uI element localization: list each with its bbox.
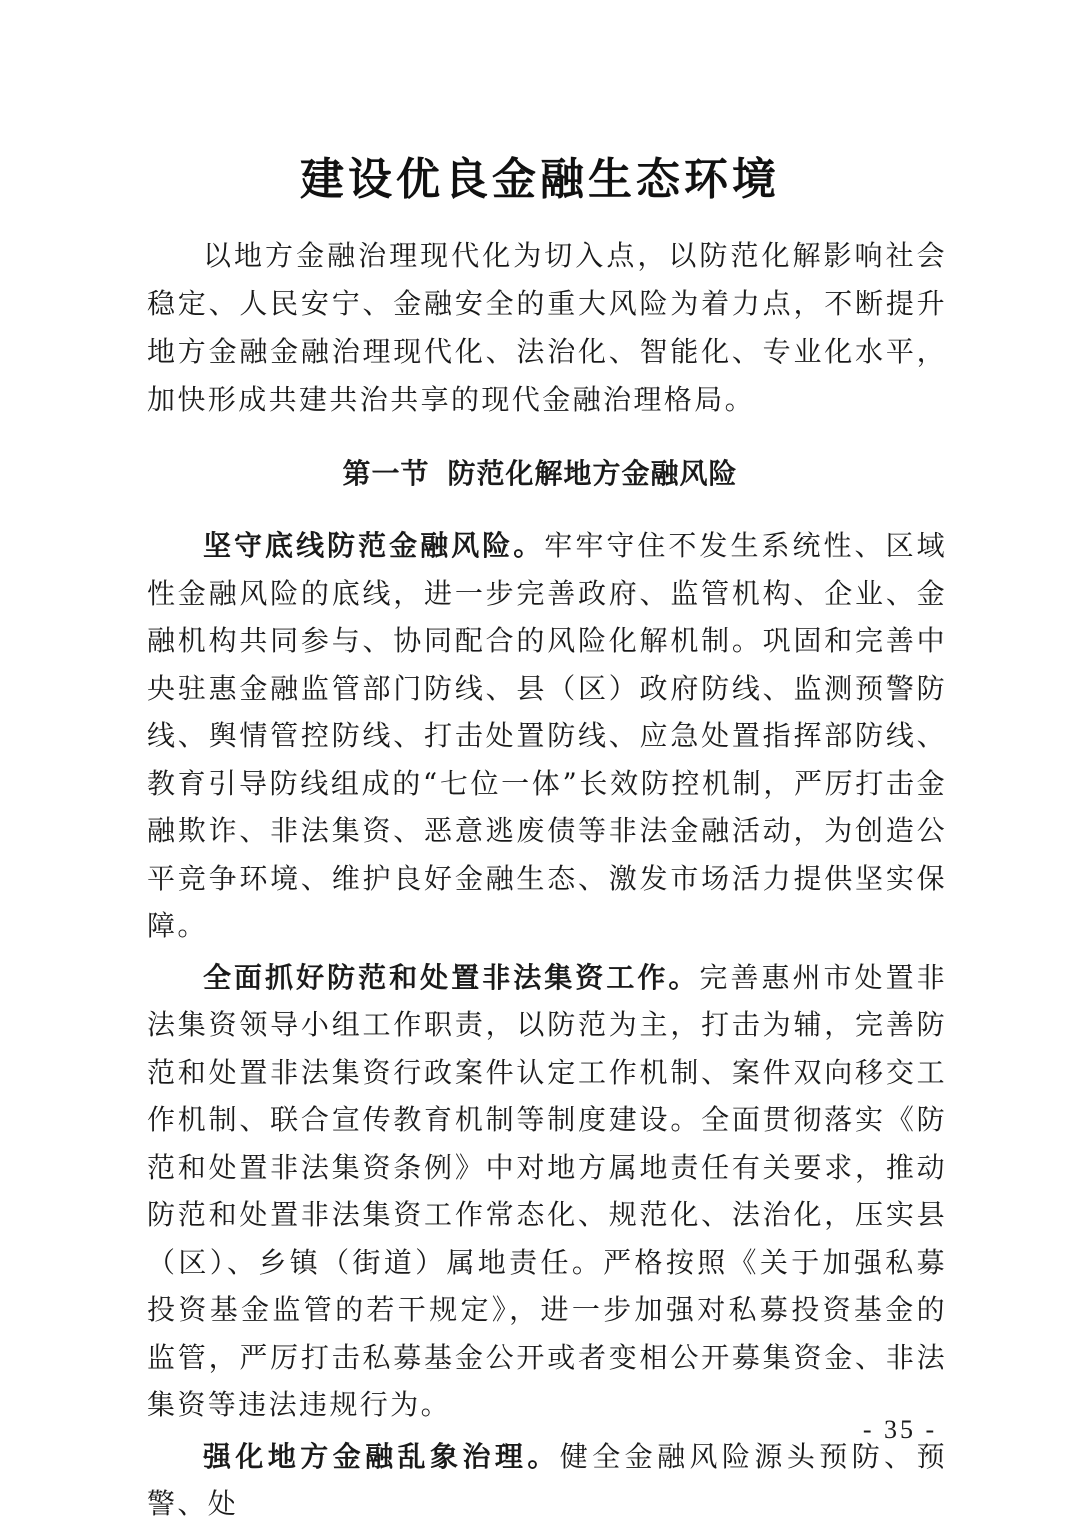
paragraph-financial-chaos xyxy=(147,1433,947,1528)
paragraph-risk-bottom-line xyxy=(147,522,947,950)
paragraph-lead: 坚守底线防范金融风险。 xyxy=(203,529,545,562)
paragraph-text: 完善惠州市处置非法集资领导小组工作职责，以防范为主，打击为辅，完善防范和处置非法集资行政案件认定工作机制、案件双向移交工作机制、联合宣传教育机制等制度建设。全面贯彻落实《防范和处置非法集资条例》中对地方属地责任有关要求，推动防范和处置非法集资工作常态化、规范化、法治化，压实县（区）、乡镇（街道）属地责任。严格按照《关于加强私募投资基金监管的若干规定》，进一步加强对私募投资基金的监管，严厉打击私募基金公开或者变相公开募集资金、非法集资等违法违规行为。 xyxy=(147,960,948,1421)
paragraph-lead: 全面抓好防范和处置非法集资工作。 xyxy=(203,960,700,994)
body-text xyxy=(147,522,947,1532)
paragraph-text: 牢牢守住不发生系统性、区域性金融风险的底线，进一步完善政府、监管机构、企业、金融机构共同参与、协同配合的风险化解机制。巩固和完善中央驻惠金融监管部门防线、县（区）政府防线、监测预警防线、舆情管控防线、打击处置防线、应急处置指挥部防线、教育引导防线组成的“七位一体”长效防控机制，严厉打击金融欺诈、非法集资、恶意逃废债等非法金融活动，为创造公平竞争环境、维护良好金融生态、激发市场活力提供坚实保障。 xyxy=(147,529,948,942)
page-title: 建设优良金融生态环境 xyxy=(300,154,780,205)
intro-paragraph: 以地方金融治理现代化为切入点，以防范化解影响社会稳定、人民安宁、金融安全的重大风险为着力点，不断提升地方金融金融治理现代化、法治化、智能化、专业化水平，加快形成共建共治共享的现代金融治理格局。 xyxy=(147,239,947,416)
section-number: 第一节 xyxy=(342,457,430,490)
paragraph-text: 健全金融风险源头预防、预警、处 xyxy=(147,1439,947,1520)
section-title: 防范化解地方金融风险 xyxy=(447,457,738,490)
paragraph-lead: 强化地方金融乱象治理。 xyxy=(203,1439,560,1473)
paragraph-illegal-fundraising xyxy=(147,954,947,1429)
section-heading xyxy=(0,450,1080,498)
page-number: - 35 - xyxy=(862,1415,938,1444)
